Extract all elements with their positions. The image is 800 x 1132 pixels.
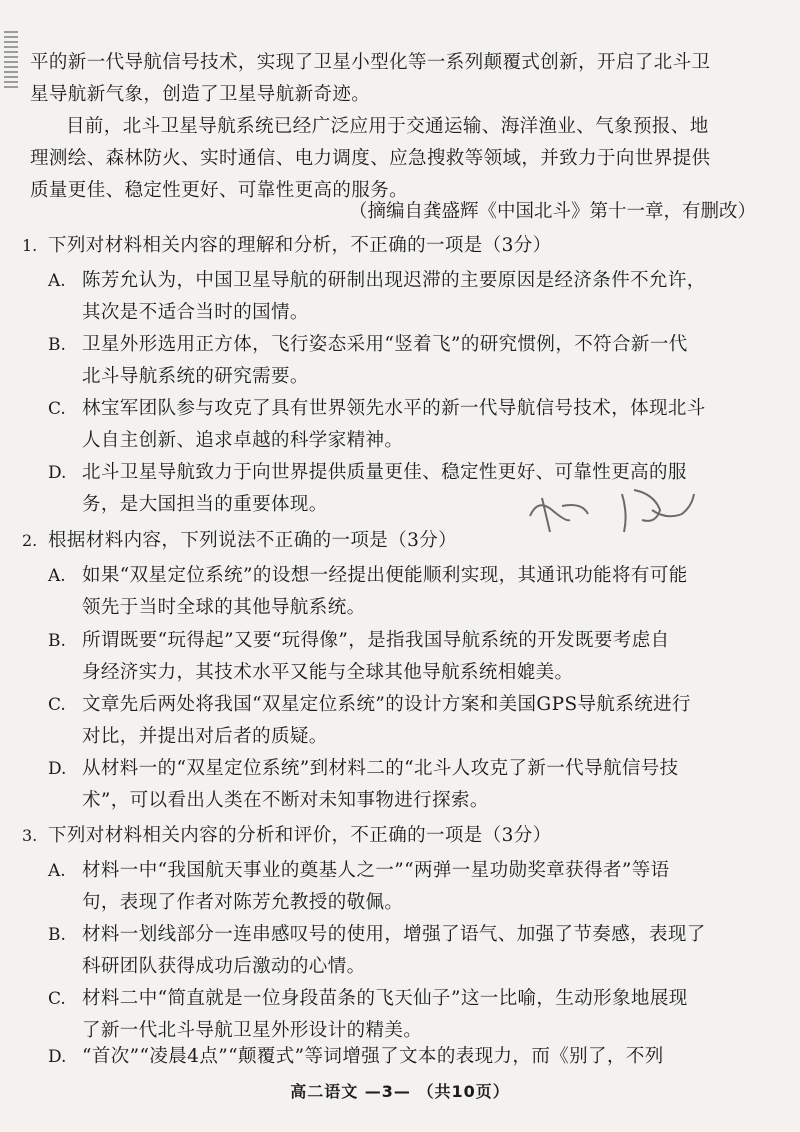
option-line: 北斗卫星导航致力于向世界提供质量更佳、稳定性更好、可靠性更高的服: [82, 462, 687, 483]
handwriting-strokes: [512, 476, 712, 546]
option-line: 卫星外形选用正方体，飞行姿态采用“竖着飞”的研究惯例，不符合新一代: [82, 334, 688, 355]
option-line: 材料二中“简直就是一位身段苗条的飞天仙子”这一比喻，生动形象地展现: [82, 988, 688, 1009]
option-line: 了新一代北斗导航卫星外形设计的精美。: [82, 1020, 423, 1041]
option-line: 务，是大国担当的重要体现。: [82, 494, 328, 515]
option-letter: A.: [48, 566, 66, 586]
option-line: 其次是不适合当时的国情。: [82, 302, 309, 323]
handwritten-mark: [512, 476, 712, 546]
option-letter: B.: [48, 925, 66, 945]
option-line: 术”，可以看出人类在不断对未知事物进行探索。: [82, 790, 489, 811]
option-line: 所谓既要“玩得起”又要“玩得像”，是指我国导航系统的开发既要考虑自: [82, 630, 670, 651]
option-line: “首次”“凌晨4点”“颠覆式”等词增强了文本的表现力，而《别了，不列: [82, 1046, 664, 1067]
option-line: 北斗导航系统的研究需要。: [82, 366, 309, 387]
question-number: 3.: [22, 826, 38, 845]
question-number: 1.: [22, 236, 38, 255]
option-line: 材料一划线部分一连串感叹号的使用，增强了语气、加强了节奏感，表现了: [82, 924, 706, 945]
option-line: 如果“双星定位系统”的设想一经提出便能顺利实现，其通讯功能将有可能: [82, 565, 688, 586]
option-letter: A.: [48, 861, 66, 881]
option-letter: D.: [48, 463, 67, 483]
option-letter: B.: [48, 631, 66, 651]
option-line: 句，表现了作者对陈芳允教授的敬佩。: [82, 892, 404, 913]
continuation-line-1: 平的新一代导航信号技术，实现了卫星小型化等一系列颠覆式创新，开启了北斗卫: [30, 52, 711, 73]
option-letter: A.: [48, 271, 66, 291]
question-stem: 根据材料内容，下列说法不正确的一项是（3分）: [48, 530, 458, 551]
continuation-line-2: 星导航新气象，创造了卫星导航新奇迹。: [30, 84, 371, 105]
page-footer: 高二语文 —3— （共10页）: [290, 1082, 510, 1101]
paragraph-line-3: 质量更佳、稳定性更好、可靠性更高的服务。: [30, 180, 409, 201]
option-line: 人自主创新、追求卓越的科学家精神。: [82, 430, 404, 451]
option-letter: D.: [48, 759, 67, 779]
option-line: 从材料一的“双星定位系统”到材料二的“北斗人攻克了新一代导航信号技: [82, 758, 679, 779]
option-line: 科研团队获得成功后激动的心情。: [82, 956, 366, 977]
option-letter: C.: [48, 989, 66, 1009]
question-stem: 下列对材料相关内容的理解和分析，不正确的一项是（3分）: [48, 235, 552, 256]
binding-marks: [4, 28, 18, 88]
paragraph-line-1: 目前，北斗卫星导航系统已经广泛应用于交通运输、海洋渔业、气象预报、地: [66, 116, 709, 137]
question-stem: 下列对材料相关内容的分析和评价，不正确的一项是（3分）: [48, 825, 552, 846]
option-line: 领先于当时全球的其他导航系统。: [82, 597, 366, 618]
option-line: 陈芳允认为，中国卫星导航的研制出现迟滞的主要原因是经济条件不允许，: [82, 270, 706, 291]
option-letter: C.: [48, 399, 66, 419]
option-line: 林宝军团队参与攻克了具有世界领先水平的新一代导航信号技术，体现北斗: [82, 398, 706, 419]
option-line: 对比，并提出对后者的质疑。: [82, 726, 328, 747]
option-line: 身经济实力，其技术水平又能与全球其他导航系统相媲美。: [82, 662, 574, 683]
option-letter: D.: [48, 1047, 67, 1067]
option-letter: C.: [48, 695, 66, 715]
option-line: 文章先后两处将我国“双星定位系统”的设计方案和美国GPS导航系统进行: [82, 694, 691, 715]
source-citation: （摘编自龚盛辉《中国北斗》第十一章，有删改）: [348, 201, 756, 222]
paragraph-line-2: 理测绘、森林防火、实时通信、电力调度、应急搜救等领域，并致力于向世界提供: [30, 148, 711, 169]
option-line: 材料一中“我国航天事业的奠基人之一”“两弹一星功勋奖章获得者”等语: [82, 860, 670, 881]
option-letter: B.: [48, 335, 66, 355]
question-number: 2.: [22, 531, 38, 550]
